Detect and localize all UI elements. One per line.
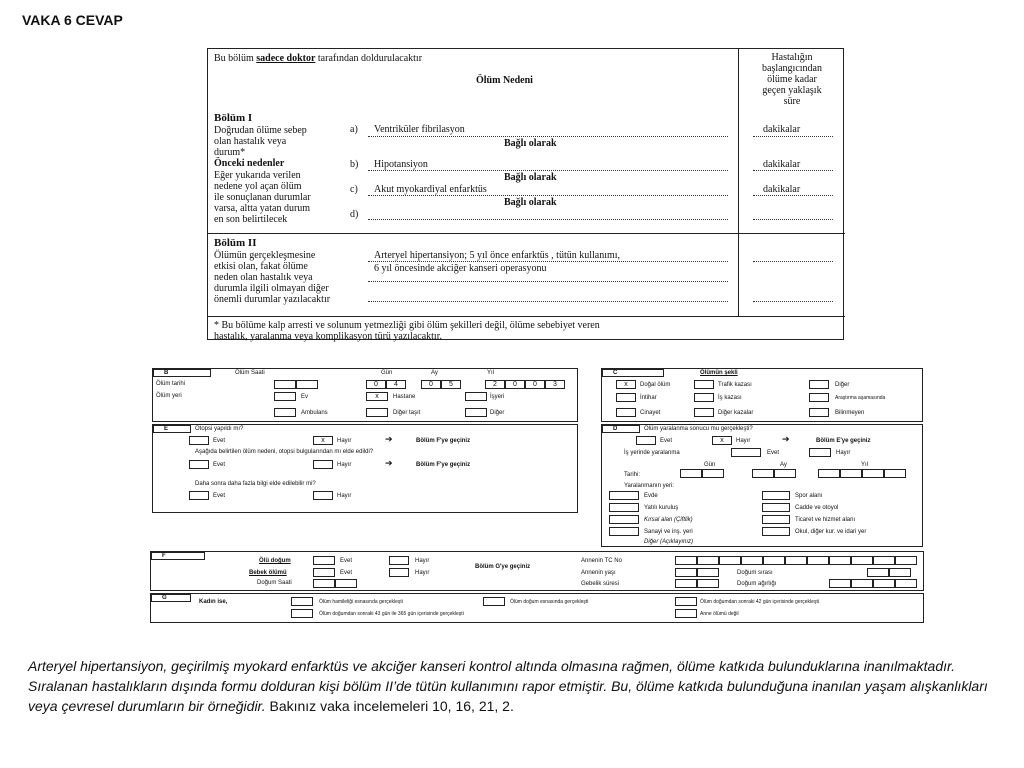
more-info-no-checkbox[interactable]: [313, 491, 333, 500]
place-other-label: Diğer: [490, 410, 505, 416]
injury-place-commerce-label: Ticaret ve hizmet alanı: [795, 517, 856, 523]
manner-workaccident-label: İş kazası: [718, 395, 742, 401]
injury-day-2[interactable]: [702, 469, 724, 478]
more-info-question: Daha sonra daha fazla bilgi elde edilebilir mi?: [195, 481, 316, 487]
more-info-yes-label: Evet: [213, 493, 226, 499]
duration-c: dakikalar: [763, 184, 801, 195]
not-maternal-checkbox[interactable]: [675, 609, 697, 618]
year-digit-2[interactable]: 0: [505, 380, 525, 389]
mother-id-digit-4[interactable]: [741, 556, 763, 565]
birth-time-label: Doğum Saati: [257, 580, 292, 586]
section-e-tag: E: [153, 425, 191, 433]
injury-place-sports-label: Spor alanı: [795, 493, 823, 499]
letter-c: c): [350, 184, 358, 195]
injury-year-2[interactable]: [840, 469, 862, 478]
month-header: Ay: [431, 370, 438, 376]
part2-answer-1: Arteryel hipertansiyon; 5 yıl önce enfarktüs , tütün kullanımı,: [374, 250, 621, 261]
injury-place-residential-label: Yatılı kuruluş: [644, 505, 679, 511]
cause-d-line: [368, 219, 728, 220]
stillbirth-yes-label: Evet: [340, 558, 353, 564]
footnote-divider: [208, 316, 845, 317]
infant-death-yes-checkbox[interactable]: [313, 568, 335, 577]
mother-age-label: Annenin yaşı: [581, 570, 616, 576]
explanation-paragraph: Arteryel hipertansiyon, geçirilmiş myokard enfarktüs ve akciğer kanseri kontrol altında olmasına rağmen, ölüme katkıda bulunduklarına inanılmaktadır. Sıralanan hastalıkların dışında formu dolduran kişi bölüm II’de tütün kullanımını rapor etmiştir. Bu, ölüme katkıda bulunduğuna inanılan yaşam alışkanlıkları veya çevresel durumların bir örneğidir. Bakınız vaka incelemeleri 10, 16, 21, 2.: [28, 658, 988, 714]
part2-duration-line-2: [753, 301, 833, 302]
mother-id-label: Annenin TC No: [581, 558, 622, 564]
infant-death-label: Bebek ölümü: [249, 570, 287, 576]
year-digit-3[interactable]: 0: [525, 380, 545, 389]
mother-id-digit-7[interactable]: [807, 556, 829, 565]
gestation-2[interactable]: [697, 579, 719, 588]
autopsy-yes-label: Evet: [213, 438, 226, 444]
section-g: [150, 593, 924, 623]
letter-a: a): [350, 124, 358, 135]
manner-otheraccident-checkbox[interactable]: [694, 408, 714, 417]
autopsy-no-checkbox[interactable]: x: [313, 436, 333, 445]
injury-place-industrial-checkbox[interactable]: [609, 527, 639, 536]
manner-workaccident-checkbox[interactable]: [694, 393, 714, 402]
arrow-right-icon: ➔: [385, 459, 393, 469]
death-date-label: Ölüm tarihi: [156, 381, 186, 387]
place-ambulance-label: Ambulans: [301, 410, 328, 416]
mother-id-digit-9[interactable]: [851, 556, 873, 565]
manner-other-label: Diğer: [835, 382, 850, 388]
birth-weight-3[interactable]: [873, 579, 895, 588]
birth-weight-1[interactable]: [829, 579, 851, 588]
birth-order-label: Doğum sırası: [737, 570, 773, 576]
goto-g: Bölüm G'ye geçiniz: [475, 564, 531, 570]
manner-natural-label: Doğal ölüm: [640, 382, 671, 388]
infant-death-no-label: Hayır: [415, 570, 430, 576]
month-digit-2[interactable]: 5: [441, 380, 461, 389]
arrow-right-icon: ➔: [782, 435, 790, 445]
cause-a-line: [368, 136, 728, 137]
source-no-checkbox[interactable]: [313, 460, 333, 469]
more-info-yes-checkbox[interactable]: [189, 491, 209, 500]
injury-year-1[interactable]: [818, 469, 840, 478]
place-vehicle-label: Diğer taşıt: [393, 410, 421, 416]
place-other-checkbox[interactable]: [465, 408, 487, 417]
manner-of-death-title: Ölümün şekli: [700, 370, 738, 376]
day-digit-2[interactable]: 4: [386, 380, 406, 389]
mother-id-digit-10[interactable]: [873, 556, 895, 565]
manner-traffic-label: Trafik kazası: [718, 382, 752, 388]
injury-date-label: Tarihi:: [624, 472, 641, 478]
injury-place-road-label: Cadde ve otoyol: [795, 505, 839, 511]
postpartum-42-checkbox[interactable]: [675, 597, 697, 606]
death-place-label: Ölüm yeri: [156, 393, 182, 399]
place-home-checkbox[interactable]: [274, 392, 296, 401]
mother-age-1[interactable]: [675, 568, 697, 577]
injury-place-label: Yaralanmanın yeri:: [624, 483, 674, 489]
place-work-checkbox[interactable]: [465, 392, 487, 401]
year-header: Yıl: [487, 370, 495, 376]
letter-d: d): [350, 209, 359, 220]
arrow-right-icon: ➔: [385, 435, 393, 445]
injury-no-checkbox[interactable]: x: [712, 436, 732, 445]
minute-box[interactable]: [296, 380, 318, 389]
injury-place-road-checkbox[interactable]: [762, 503, 790, 512]
duration-b-line: [753, 170, 833, 171]
birth-death-label: Ölüm doğum esnasında gerçekleşti: [510, 599, 589, 605]
manner-investigation-label: Araştırma aşamasında: [835, 395, 886, 401]
part2-line-3: [368, 301, 728, 302]
cause-c: Akut myokardiyal enfarktüs: [374, 184, 487, 195]
autopsy-yes-checkbox[interactable]: [189, 436, 209, 445]
autopsy-source-question: Aşağıda belirtilen ölüm nedeni, otopsi bulgularından mı elde edildi?: [195, 449, 374, 455]
day-header: Gün: [381, 370, 393, 376]
female-label: Kadın ise,: [199, 599, 228, 605]
mother-id-digit-3[interactable]: [719, 556, 741, 565]
due-to-3: Bağlı olarak: [504, 197, 557, 208]
duration-c-line: [753, 195, 833, 196]
manner-suicide-checkbox[interactable]: [616, 393, 636, 402]
injury-day-header: Gün: [704, 462, 716, 468]
section-f: [150, 551, 924, 591]
part2-text: Ölümün gerçekleşmesine etkisi olan, fakat ölüme neden olan hastalık veya durumla ilgili olmayan diğer önemli durumlar yazılacaktır: [214, 250, 331, 305]
birth-weight-4[interactable]: [895, 579, 917, 588]
manner-investigation-checkbox[interactable]: [809, 393, 829, 402]
workplace-yes-checkbox[interactable]: [731, 448, 761, 457]
birth-weight-2[interactable]: [851, 579, 873, 588]
cause-b-line: [368, 170, 728, 171]
section-d-tag: D: [602, 425, 640, 433]
stillbirth-label: Ölü doğum: [259, 558, 291, 564]
death-certificate-cause-section: [207, 48, 844, 340]
stillbirth-no-label: Hayır: [415, 558, 430, 564]
duration-a: dakikalar: [763, 124, 801, 135]
source-yes-label: Evet: [213, 462, 226, 468]
pregnancy-death-label: Ölüm hamileliği esnasında gerçekleşti: [319, 599, 403, 605]
birth-weight-label: Doğum ağırlığı: [737, 581, 777, 587]
part2-line-1: [368, 261, 728, 262]
manner-other-checkbox[interactable]: [809, 380, 829, 389]
section-d: [601, 424, 923, 547]
injury-place-rural-label: Kırsal alan (Çiftlik): [644, 517, 693, 523]
due-to-1: Bağlı olarak: [504, 138, 557, 149]
injury-place-sports-checkbox[interactable]: [762, 491, 790, 500]
source-yes-checkbox[interactable]: [189, 460, 209, 469]
place-hospital-label: Hastane: [393, 394, 416, 400]
part2-divider: [208, 233, 845, 234]
duration-b: dakikalar: [763, 159, 801, 170]
autopsy-question: Otopsi yapıldı mı?: [195, 426, 244, 432]
part2-title: Bölüm II: [214, 237, 257, 249]
injury-place-home-label: Evde: [644, 493, 658, 499]
injury-month-header: Ay: [780, 462, 787, 468]
workplace-injury-label: İş yerinde yaralanma: [624, 450, 680, 456]
section-e: [152, 424, 578, 513]
duration-d-line: [753, 219, 833, 220]
manner-homicide-checkbox[interactable]: [616, 408, 636, 417]
manner-suicide-label: İntihar: [640, 395, 657, 401]
manner-unknown-label: Bilinmeyen: [835, 410, 865, 416]
injury-question: Ölüm yaralanma sonucu mu gerçekleşti?: [644, 426, 753, 432]
injury-year-4[interactable]: [884, 469, 906, 478]
injury-place-industrial-label: Sanayi ve inş. yeri: [644, 529, 693, 535]
section-c-tag: C: [602, 369, 664, 377]
death-time-label: Ölüm Saati: [235, 370, 265, 376]
workplace-yes-label: Evet: [767, 450, 780, 456]
hour-box[interactable]: [274, 380, 296, 389]
pregnancy-death-checkbox[interactable]: [291, 597, 313, 606]
mother-id-digit-5[interactable]: [763, 556, 785, 565]
cause-c-line: [368, 195, 728, 196]
part2-line-2: [368, 281, 728, 282]
section-c: [601, 368, 923, 422]
stillbirth-yes-checkbox[interactable]: [313, 556, 335, 565]
place-home-label: Ev: [301, 394, 309, 400]
not-maternal-label: Anne ölümü değil: [700, 611, 739, 617]
autopsy-no-label: Hayır: [337, 438, 352, 444]
injury-no-label: Hayır: [736, 438, 751, 444]
cause-b: Hipotansiyon: [374, 159, 428, 170]
infant-death-yes-label: Evet: [340, 570, 353, 576]
place-vehicle-checkbox[interactable]: [366, 408, 388, 417]
birth-order-2[interactable]: [889, 568, 911, 577]
injury-place-school-label: Okul, diğer kur. ve idari yer: [795, 529, 867, 535]
injury-month-2[interactable]: [774, 469, 796, 478]
part2-answer-2: 6 yıl öncesinde akciğer kanseri operasyonu: [374, 263, 547, 274]
intro-line: Bu bölüm sadece doktor tarafından doldurulacaktır: [214, 53, 423, 64]
year-digit-4[interactable]: 3: [545, 380, 565, 389]
goto-e: Bölüm E'ye geçiniz: [816, 438, 871, 444]
duration-column-header: Hastalığın başlangıcından ölüme kadar geçen yaklaşık süre: [762, 52, 822, 107]
manner-traffic-checkbox[interactable]: [694, 380, 714, 389]
postpartum-42-label: Ölüm doğumdan sonraki 42 gün içerisinde gerçekleşti: [700, 599, 819, 605]
part1-title: Bölüm I: [214, 112, 253, 124]
birth-death-checkbox[interactable]: [483, 597, 505, 606]
goto-f-2: Bölüm F'ye geçiniz: [416, 462, 471, 468]
mother-age-2[interactable]: [697, 568, 719, 577]
day-digit-1[interactable]: 0: [366, 380, 386, 389]
part2-duration-line-1: [753, 261, 833, 262]
source-no-label: Hayır: [337, 462, 352, 468]
injury-place-commerce-checkbox[interactable]: [762, 515, 790, 524]
mother-id-digit-6[interactable]: [785, 556, 807, 565]
gestation-label: Gebelik süresi: [581, 581, 620, 587]
injury-place-other-label: Diğer (Açıklayınız): [644, 539, 694, 545]
mother-id-digit-2[interactable]: [697, 556, 719, 565]
gestation-1[interactable]: [675, 579, 697, 588]
injury-year-header: Yıl: [861, 462, 869, 468]
place-work-label: İşyeri: [490, 394, 505, 400]
mother-id-digit-11[interactable]: [895, 556, 917, 565]
duration-a-line: [753, 136, 833, 137]
injury-yes-checkbox[interactable]: [636, 436, 656, 445]
injury-year-3[interactable]: [862, 469, 884, 478]
injury-yes-label: Evet: [660, 438, 673, 444]
injury-place-home-checkbox[interactable]: [609, 491, 639, 500]
section-g-tag: G: [151, 594, 191, 602]
injury-place-school-checkbox[interactable]: [762, 527, 790, 536]
part1-text: Doğrudan ölüme sebep olan hastalık veya durum*: [214, 125, 307, 158]
workplace-no-label: Hayır: [836, 450, 851, 456]
infant-death-no-checkbox[interactable]: [389, 568, 409, 577]
manner-homicide-label: Cinayet: [640, 410, 661, 416]
workplace-no-checkbox[interactable]: [809, 448, 831, 457]
stillbirth-no-checkbox[interactable]: [389, 556, 409, 565]
section-f-tag: F: [151, 552, 205, 560]
slide-title: VAKA 6 CEVAP: [22, 12, 123, 28]
mother-id-digit-1[interactable]: [675, 556, 697, 565]
birth-minute-box[interactable]: [335, 579, 357, 588]
injury-place-residential-checkbox[interactable]: [609, 503, 639, 512]
injury-place-rural-checkbox[interactable]: [609, 515, 639, 524]
footnote: * Bu bölüme kalp arresti ve solunum yetmezliği gibi ölüm şekilleri değil, ölüme sebebiyet veren hastalık, yaralanma veya komplikasyon türü yazılacaktır.: [214, 320, 600, 342]
prior-causes-text: Eğer yukarıda verilen nedene yol açan ölüm ile sonuçlanan durumlar varsa, altta yatan durum en son belirtilecek: [214, 170, 311, 225]
mother-id-digit-8[interactable]: [829, 556, 851, 565]
place-hospital-checkbox[interactable]: x: [366, 392, 388, 401]
year-digit-1[interactable]: 2: [485, 380, 505, 389]
injury-month-1[interactable]: [752, 469, 774, 478]
section-b: [152, 368, 578, 422]
due-to-2: Bağlı olarak: [504, 172, 557, 183]
cause-a: Ventriküler fibrilasyon: [374, 124, 465, 135]
section-b-tag: B: [153, 369, 211, 377]
birth-hour-box[interactable]: [313, 579, 335, 588]
birth-order-1[interactable]: [867, 568, 889, 577]
injury-day-1[interactable]: [680, 469, 702, 478]
manner-otheraccident-label: Diğer kazalar: [718, 410, 754, 416]
postpartum-365-label: Ölüm doğumdan sonraki 43 gün ile 365 gün içerisinde gerçekleşti: [319, 611, 464, 617]
more-info-no-label: Hayır: [337, 493, 352, 499]
prior-causes-title: Önceki nedenler: [214, 158, 285, 169]
manner-unknown-checkbox[interactable]: [809, 408, 829, 417]
manner-natural-checkbox[interactable]: x: [616, 380, 636, 389]
goto-f-1: Bölüm F'ye geçiniz: [416, 438, 471, 444]
month-digit-1[interactable]: 0: [421, 380, 441, 389]
heading: Ölüm Nedeni: [476, 75, 533, 86]
letter-b: b): [350, 159, 359, 170]
place-ambulance-checkbox[interactable]: [274, 408, 296, 417]
postpartum-365-checkbox[interactable]: [291, 609, 313, 618]
